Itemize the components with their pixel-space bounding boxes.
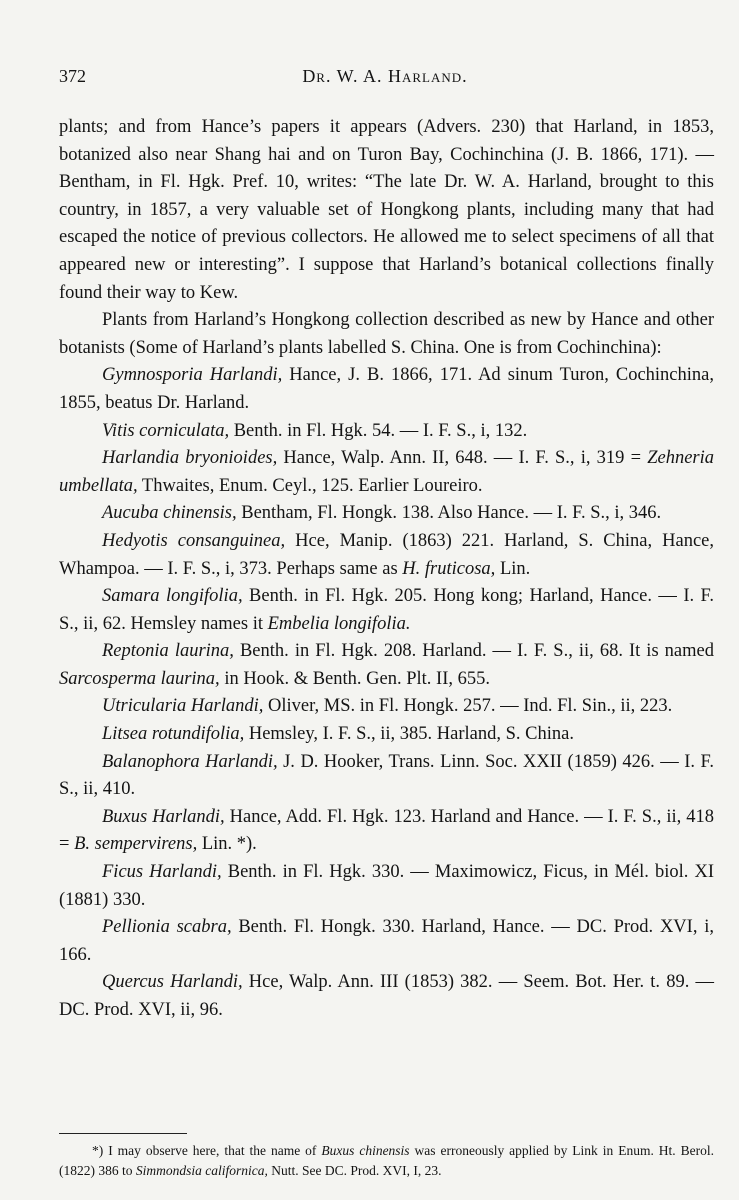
entry-text: J. D. Hooker, Trans. Linn. Soc. XXII (1859) 426. — I. F. S., ii, 410. bbox=[59, 751, 714, 800]
entry-text: Lin. bbox=[495, 558, 531, 579]
synonym-name: H. fruticosa, bbox=[402, 558, 496, 579]
footnote-text: Nutt. See DC. Prod. XVI, I, 23. bbox=[267, 1162, 442, 1178]
entry-text: Hce, Walp. Ann. III (1853) 382. — Seem. Bot. Her. t. 89. — DC. Prod. XVI, ii, 96. bbox=[59, 972, 714, 1020]
entry-text: Benth. in Fl. Hgk. 208. Harland. — I. F. S., ii, 68. It is named bbox=[233, 641, 714, 662]
entry-text: in Hook. & Benth. Gen. Plt. II, 655. bbox=[219, 668, 490, 689]
entry-text: Hance, Walp. Ann. II, 648. — I. F. S., i, 319 = bbox=[277, 448, 648, 469]
entry-text: Benth. in Fl. Hgk. 330. — Maximowicz, Ficus, in Mél. biol. XI (1881) 330. bbox=[59, 862, 714, 910]
entry-text: Thwaites, Enum. Ceyl., 125. Earlier Loureiro. bbox=[137, 475, 483, 496]
entry-text: Lin. *). bbox=[197, 834, 257, 855]
plant-entry bbox=[59, 583, 714, 638]
intro-paragraph: plants; and from Hance’s papers it appears (Advers. 230) that Harland, in 1853, botanized also near Shang hai and on Turon Bay, Cochinchina (J. B. 1866, 171). — Bentham, in Fl. Hgk. Pref. 10, writes: “The late Dr. W. A. Harland, brought to this country, in 1857, a very valuable set of Hongkong plants, including many that had escaped the notice of previous collectors. He allowed me to select specimens of all that appeared new or interesting”. I suppose that Harland’s botanical collections finally found their way to Kew. bbox=[59, 117, 714, 303]
body-text bbox=[59, 114, 714, 1025]
plant-entry bbox=[59, 804, 714, 859]
entry-text: Benth. in Fl. Hgk. 205. Hong kong; Harland, Hance. — I. F. S., ii, 62. Hemsley names it bbox=[59, 586, 714, 634]
taxon-name: Utricularia Harlandi, bbox=[102, 696, 264, 717]
running-head: Dr. W. A. Harland. bbox=[302, 66, 468, 86]
taxon-name: Pellionia scabra, bbox=[102, 917, 232, 938]
taxon-name: Hedyotis consanguinea, bbox=[102, 530, 286, 551]
footnote bbox=[59, 1141, 714, 1180]
synonym-name: Embelia longifolia. bbox=[267, 613, 411, 634]
plant-entry bbox=[59, 693, 714, 721]
footnote-text: was erroneously applied by Link in Enum. Ht. Berol. (1822) 386 to bbox=[59, 1143, 714, 1178]
plant-entry bbox=[59, 445, 714, 500]
plant-entry bbox=[59, 418, 714, 446]
entry-text: Oliver, MS. in Fl. Hongk. 257. — Ind. Fl. Sin., ii, 223. bbox=[263, 696, 673, 717]
footnote-text: *) I may observe here, that the name of bbox=[92, 1143, 322, 1158]
footnote-taxon: Simmondsia californica, bbox=[135, 1162, 268, 1178]
taxon-name: Litsea rotundifolia, bbox=[102, 724, 245, 745]
taxon-name: Balanophora Harlandi, bbox=[102, 751, 278, 772]
entry-text: Hemsley, I. F. S., ii, 385. Harland, S. China. bbox=[244, 724, 574, 745]
entry-text: Hance, Add. Fl. Hgk. 123. Harland and Hance. — I. F. S., ii, 418 = bbox=[59, 806, 714, 855]
list-intro-paragraph: Plants from Harland’s Hongkong collection described as new by Hance and other botanists (Some of Harland’s plants labelled S. China. One is from Cochinchina): bbox=[59, 310, 714, 358]
taxon-name: Samara longifolia, bbox=[102, 586, 243, 607]
entry-text: Hce, Manip. (1863) 221. Harland, S. China, Hance, Whampoa. — I. F. S., i, 373. Perhaps same as bbox=[59, 530, 714, 579]
entry-text: Hance, J. B. 1866, 171. Ad sinum Turon, Cochinchina, 1855, beatus Dr. Harland. bbox=[59, 365, 714, 413]
taxon-name: Buxus Harlandi, bbox=[102, 806, 225, 827]
page-header bbox=[59, 66, 711, 90]
plant-entry bbox=[59, 749, 714, 804]
taxon-name: Quercus Harlandi, bbox=[102, 972, 243, 993]
taxon-name: Ficus Harlandi, bbox=[102, 862, 222, 883]
taxon-name: Vitis corniculata, bbox=[102, 420, 230, 441]
plant-entry bbox=[59, 528, 714, 583]
plant-entry bbox=[59, 859, 714, 914]
entry-text: Benth. Fl. Hongk. 330. Harland, Hance. — DC. Prod. XVI, i, 166. bbox=[59, 917, 714, 965]
synonym-name: B. sempervirens, bbox=[74, 834, 198, 855]
plant-entry bbox=[59, 638, 714, 693]
taxon-name: Harlandia bryonioides, bbox=[102, 448, 278, 469]
footnote-taxon: Buxus chinensis bbox=[321, 1143, 410, 1158]
footnote-divider bbox=[59, 1133, 187, 1134]
plant-entry bbox=[59, 914, 714, 969]
plant-entry bbox=[59, 969, 714, 1024]
plant-entry bbox=[59, 500, 714, 528]
entry-text: Bentham, Fl. Hongk. 138. Also Hance. — I. F. S., i, 346. bbox=[236, 503, 662, 524]
synonym-name: Zehneria umbellata, bbox=[59, 448, 714, 496]
taxon-name: Gymnosporia Harlandi, bbox=[102, 365, 283, 386]
entry-text: Benth. in Fl. Hgk. 54. — I. F. S., i, 132. bbox=[229, 420, 528, 441]
plant-entry bbox=[59, 362, 714, 417]
plant-entry bbox=[59, 721, 714, 749]
taxon-name: Reptonia laurina, bbox=[102, 641, 234, 662]
synonym-name: Sarcosperma laurina, bbox=[59, 668, 220, 689]
taxon-name: Aucuba chinensis, bbox=[102, 503, 237, 524]
page-number: 372 bbox=[59, 66, 86, 86]
